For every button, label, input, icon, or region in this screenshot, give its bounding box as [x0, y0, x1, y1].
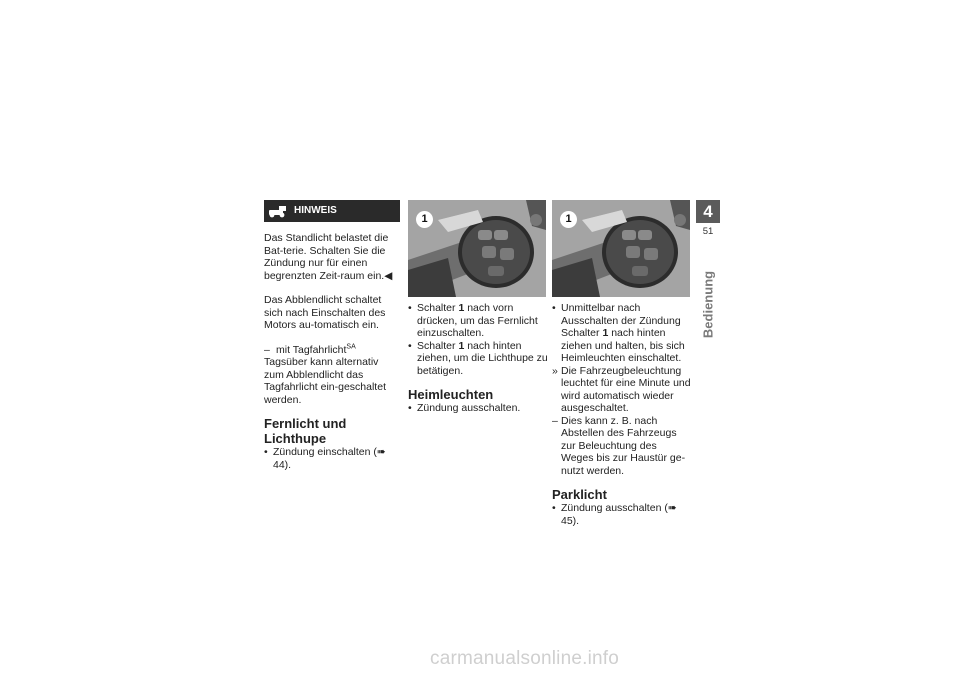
notice-text: Das Standlicht belastet die Bat-terie. Schalten Sie die Zündung nur für einen begrenzten Zeit-raum ein.◀ — [264, 232, 393, 282]
chapter-title: Bedienung — [700, 270, 716, 339]
bullet-zuendung-aus: • Zündung ausschalten. — [408, 402, 521, 414]
notice-box — [264, 200, 400, 222]
result-mark: » — [552, 364, 558, 377]
bullet-mark: • — [264, 446, 268, 458]
callout-1: 1 — [560, 211, 577, 228]
dash-note: – Dies kann z. B. nach Abstellen des Fahrzeugs zur Beleuchtung des Weges bis zur Haustür ge-nutzt werden. — [552, 414, 686, 477]
chapter-sidebar — [696, 200, 720, 343]
heading-fernlicht: Fernlicht und Lichthupe — [264, 416, 347, 446]
column-1 — [264, 200, 400, 471]
watermark: carmanualsonline.info — [430, 648, 620, 669]
end-marker-icon: ◀ — [384, 269, 393, 282]
bullet-fernlicht: • Schalter 1 nach vorn drücken, um das Fernlicht einzuschalten. — [408, 302, 538, 339]
option-tagfahrlicht — [264, 344, 400, 357]
bullet-lichthupe: • Schalter 1 nach hinten ziehen, um die Lichthupe zu betätigen. — [408, 339, 548, 377]
heading-heimleuchten: Heimleuchten — [408, 387, 494, 402]
para-abblendlicht: Das Abblendlicht schaltet sich nach Einschalten des Motors au-tomatisch ein. — [264, 294, 386, 331]
column-2 — [408, 200, 548, 415]
bullet-zuendung-aus-parklicht: • Zündung ausschalten (➠ 45). — [552, 502, 677, 527]
handlebar-switch-photo — [552, 200, 690, 297]
handlebar-switch-photo — [408, 200, 546, 297]
para-tagsueber: Tagsüber kann alternativ zum Abblendlicht das Tagfahrlicht ein-geschaltet werden. — [264, 356, 386, 406]
page-ref-link[interactable]: 45). — [561, 514, 580, 527]
page-number: 51 — [702, 226, 714, 237]
chapter-number: 4 — [696, 200, 720, 223]
option-text: mit Tagfahrlicht — [276, 343, 347, 356]
option-sup: SA — [346, 343, 356, 350]
dash-mark: – — [264, 343, 270, 356]
column-3 — [552, 200, 692, 527]
page-ref-arrow-icon: ➠ — [667, 502, 677, 514]
notice-label: HINWEIS — [294, 204, 337, 216]
callout-1: 1 — [416, 211, 433, 228]
bullet-zuendung-ein: • Zündung einschalten (➠ 44). — [264, 446, 386, 471]
result-item: » Die Fahrzeugbeleuchtung leuchtet für eine Minute und wird automatisch wieder ausgeschaltet. — [552, 364, 691, 414]
page-ref-arrow-icon: ➠ — [376, 446, 386, 458]
bullet-heimleuchten-schalter: • Unmittelbar nach Ausschalten der Zündung Schalter 1 nach hinten ziehen und halten, bis sich Heimleuchten einschaltet. — [552, 302, 685, 364]
page-ref-link[interactable]: 44). — [273, 458, 292, 471]
motorcycle-warning-icon — [268, 204, 288, 218]
heading-parklicht: Parklicht — [552, 487, 607, 502]
